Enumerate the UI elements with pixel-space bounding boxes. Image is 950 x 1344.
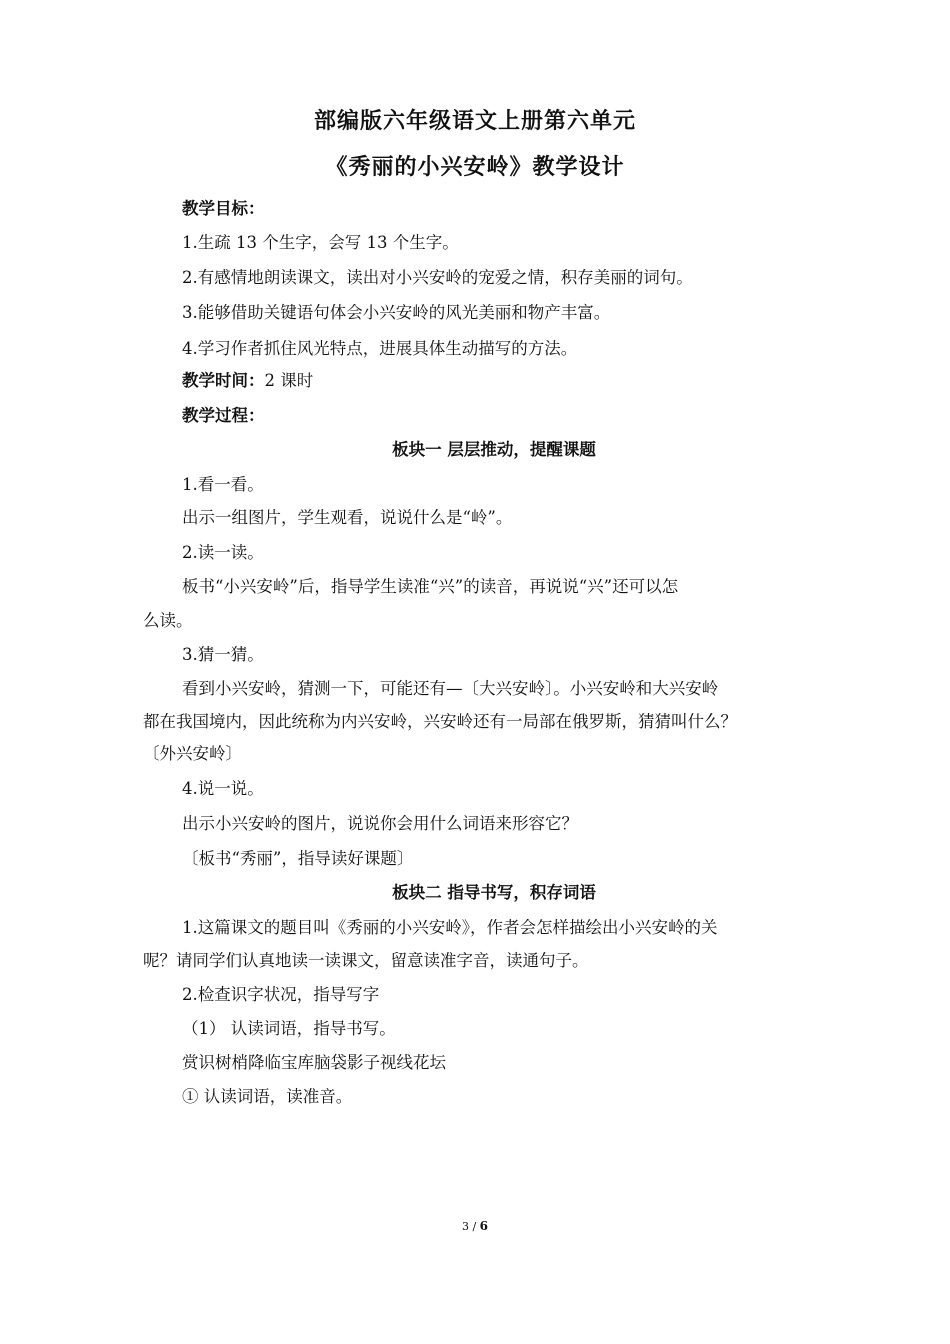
document-title-line-1: 部编版六年级语文上册第六单元 <box>313 108 636 134</box>
section-1-item-3-text-cont: 都在我国境内，因此统称为内兴安岭，兴安岭还有一局部在俄罗斯，猜猜叫什么？ <box>143 712 737 731</box>
objective-item: 4.学习作者抓住风光特点，进展具体生动描写的方法。 <box>182 339 578 358</box>
teaching-time-label: 教学时间： <box>182 371 265 390</box>
section-1-item-2-text-cont: 么读。 <box>143 611 193 630</box>
page-number <box>0 1219 950 1233</box>
section-1-item-4-text: 出示小兴安岭的图片，说说你会用什么词语来形容它？ <box>182 814 578 833</box>
section-1-item-3-text-cont: 〔外兴安岭〕 <box>143 744 242 763</box>
section-1-item-4: 4.说一说。 <box>182 779 264 798</box>
section-1-item-2: 2.读一读。 <box>182 543 264 562</box>
section-1-item-2-text: 板书“小兴安岭”后，指导学生读准“兴”的读音，再说说“兴”还可以怎 <box>182 577 679 596</box>
process-heading: 教学过程： <box>182 406 265 425</box>
objectives-heading: 教学目标： <box>182 199 265 218</box>
page-current: 3 <box>461 1220 469 1233</box>
section-1-item-3: 3.猜一猜。 <box>182 645 264 664</box>
page-separator: / <box>468 1220 480 1233</box>
teaching-time-value: 2 课时 <box>264 371 314 390</box>
section-1-item-1-text: 出示一组图片，学生观看，说说什么是“岭”。 <box>182 508 513 527</box>
section-2-item-2: 2.检查识字状况，指导写字 <box>182 985 380 1004</box>
section-1-item-4-note: 〔板书“秀丽”，指导读好课题〕 <box>182 849 414 868</box>
section-2-heading: 板块二 指导书写，积存词语 <box>392 883 596 902</box>
section-2-item-1: 1.这篇课文的题目叫《秀丽的小兴安岭》，作者会怎样描绘出小兴安岭的关 <box>182 918 718 937</box>
objective-item: 3.能够借助关键语句体会小兴安岭的风光美丽和物产丰富。 <box>182 303 611 322</box>
objective-item: 1.生疏 13 个生字，会写 13 个生字。 <box>182 233 459 252</box>
section-2-step-1: ① 认读词语，读准音。 <box>182 1087 353 1106</box>
document-title-line-2: 《秀丽的小兴安岭》教学设计 <box>325 154 625 180</box>
section-2-item-1-cont: 呢？请同学们认真地读一读课文，留意读准字音，读通句子。 <box>143 951 589 970</box>
page-total: 6 <box>479 1219 489 1233</box>
section-1-heading: 板块一 层层推动，提醒课题 <box>392 440 596 459</box>
section-1-item-1: 1.看一看。 <box>182 475 264 494</box>
objective-item: 2.有感情地朗读课文，读出对小兴安岭的宠爱之情，积存美丽的词句。 <box>182 268 693 287</box>
section-2-subitem-1: （1） 认读词语，指导书写。 <box>182 1019 396 1038</box>
section-1-item-3-text: 看到小兴安岭，猜测一下，可能还有—〔大兴安岭〕。小兴安岭和大兴安岭 <box>182 679 719 698</box>
section-2-word-list: 赏识树梢降临宝库脑袋影子视线花坛 <box>182 1053 446 1072</box>
teaching-time <box>182 370 313 392</box>
